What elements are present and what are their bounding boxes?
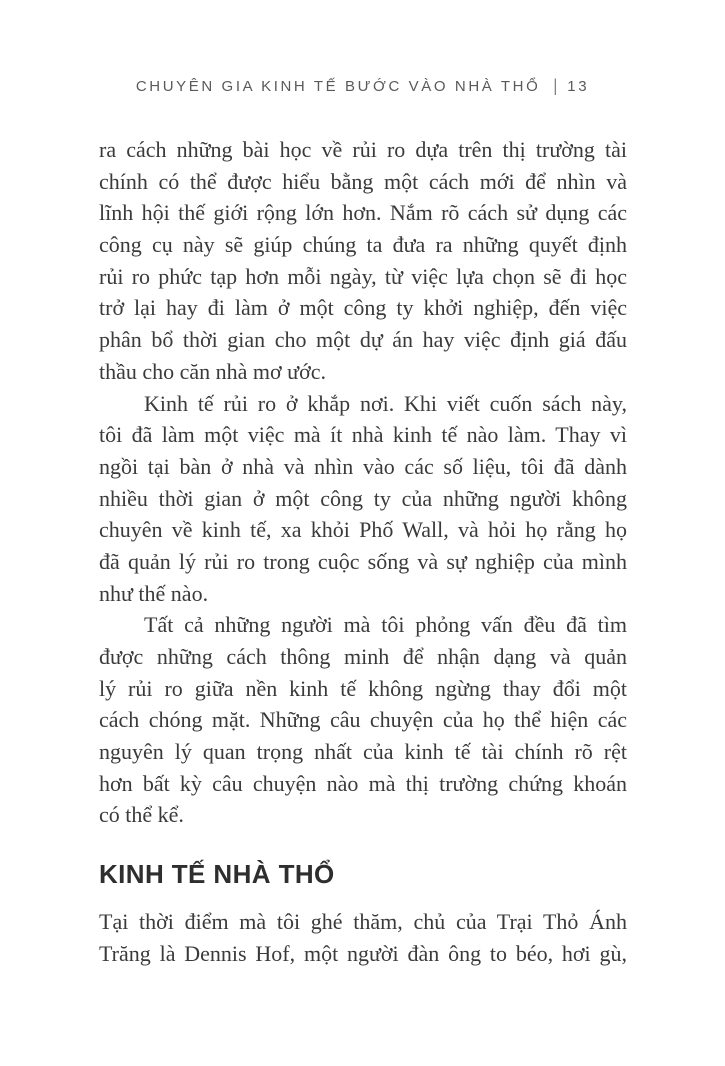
paragraph bbox=[99, 906, 627, 969]
text-line: Tại thời điểm mà tôi ghé thăm, chủ của Trại Thỏ Ánh bbox=[99, 909, 627, 935]
text-line: lý rủi ro giữa nền kinh tế không ngừng thay đổi một bbox=[99, 675, 627, 701]
text-line: chính có thể được hiểu bằng một cách mới để nhìn và bbox=[99, 168, 627, 194]
text-line: phân bổ thời gian cho một dự án hay việc định giá đấu bbox=[99, 327, 627, 353]
text-line: rủi ro phức tạp hơn mỗi ngày, từ việc lựa chọn sẽ đi học bbox=[99, 263, 627, 289]
header-separator: | bbox=[553, 76, 558, 97]
text-line: ra cách những bài học về rủi ro dựa trên thị trường tài bbox=[99, 137, 627, 162]
text-line: ngồi tại bàn ở nhà và nhìn vào các số liệu, tôi đã dành bbox=[99, 453, 627, 479]
section-heading: KINH TẾ NHÀ THỔ bbox=[99, 859, 335, 890]
text-line: hơn bất kỳ câu chuyện nào mà thị trường chứng khoán bbox=[99, 770, 627, 796]
text-line: đã quản lý rủi ro trong cuộc sống và sự nghiệp của mình bbox=[99, 548, 627, 574]
text-line: Kinh tế rủi ro ở khắp nơi. Khi viết cuốn sách này, bbox=[144, 390, 627, 416]
text-line: thầu cho căn nhà mơ ước. bbox=[99, 358, 327, 384]
text-line: công cụ này sẽ giúp chúng ta đưa ra những quyết định bbox=[99, 232, 627, 258]
page-content bbox=[99, 134, 627, 970]
text-line: có thể kể. bbox=[99, 802, 184, 828]
text-line: Tất cả những người mà tôi phỏng vấn đều đã tìm bbox=[144, 612, 627, 638]
running-header bbox=[0, 78, 725, 95]
page-number: 13 bbox=[567, 78, 590, 95]
text-line: nguyên lý quan trọng nhất của kinh tế tài chính rõ rệt bbox=[99, 739, 627, 765]
running-title: CHUYÊN GIA KINH TẾ BƯỚC VÀO NHÀ THỔ bbox=[135, 78, 541, 95]
text-line: lĩnh hội thế giới rộng lớn hơn. Nắm rõ cách sử dụng các bbox=[99, 200, 627, 226]
text-line: được những cách thông minh để nhận dạng và quản bbox=[99, 644, 627, 669]
paragraph bbox=[99, 609, 627, 831]
text-line: tôi đã làm một việc mà ít nhà kinh tế nào làm. Thay vì bbox=[99, 422, 627, 448]
text-line: nhiều thời gian ở một công ty của những người không bbox=[99, 485, 627, 511]
paragraph bbox=[99, 388, 627, 610]
text-line: Trăng là Dennis Hof, một người đàn ông to béo, hơi gù, bbox=[99, 940, 627, 966]
paragraph bbox=[99, 134, 627, 388]
text-line: như thế nào. bbox=[99, 580, 209, 606]
text-line: trở lại hay đi làm ở một công ty khởi nghiệp, đến việc bbox=[99, 295, 627, 321]
text-line: cách chóng mặt. Những câu chuyện của họ thể hiện các bbox=[99, 707, 627, 733]
text-line: chuyên về kinh tế, xa khỏi Phố Wall, và hỏi họ rằng họ bbox=[99, 517, 627, 543]
